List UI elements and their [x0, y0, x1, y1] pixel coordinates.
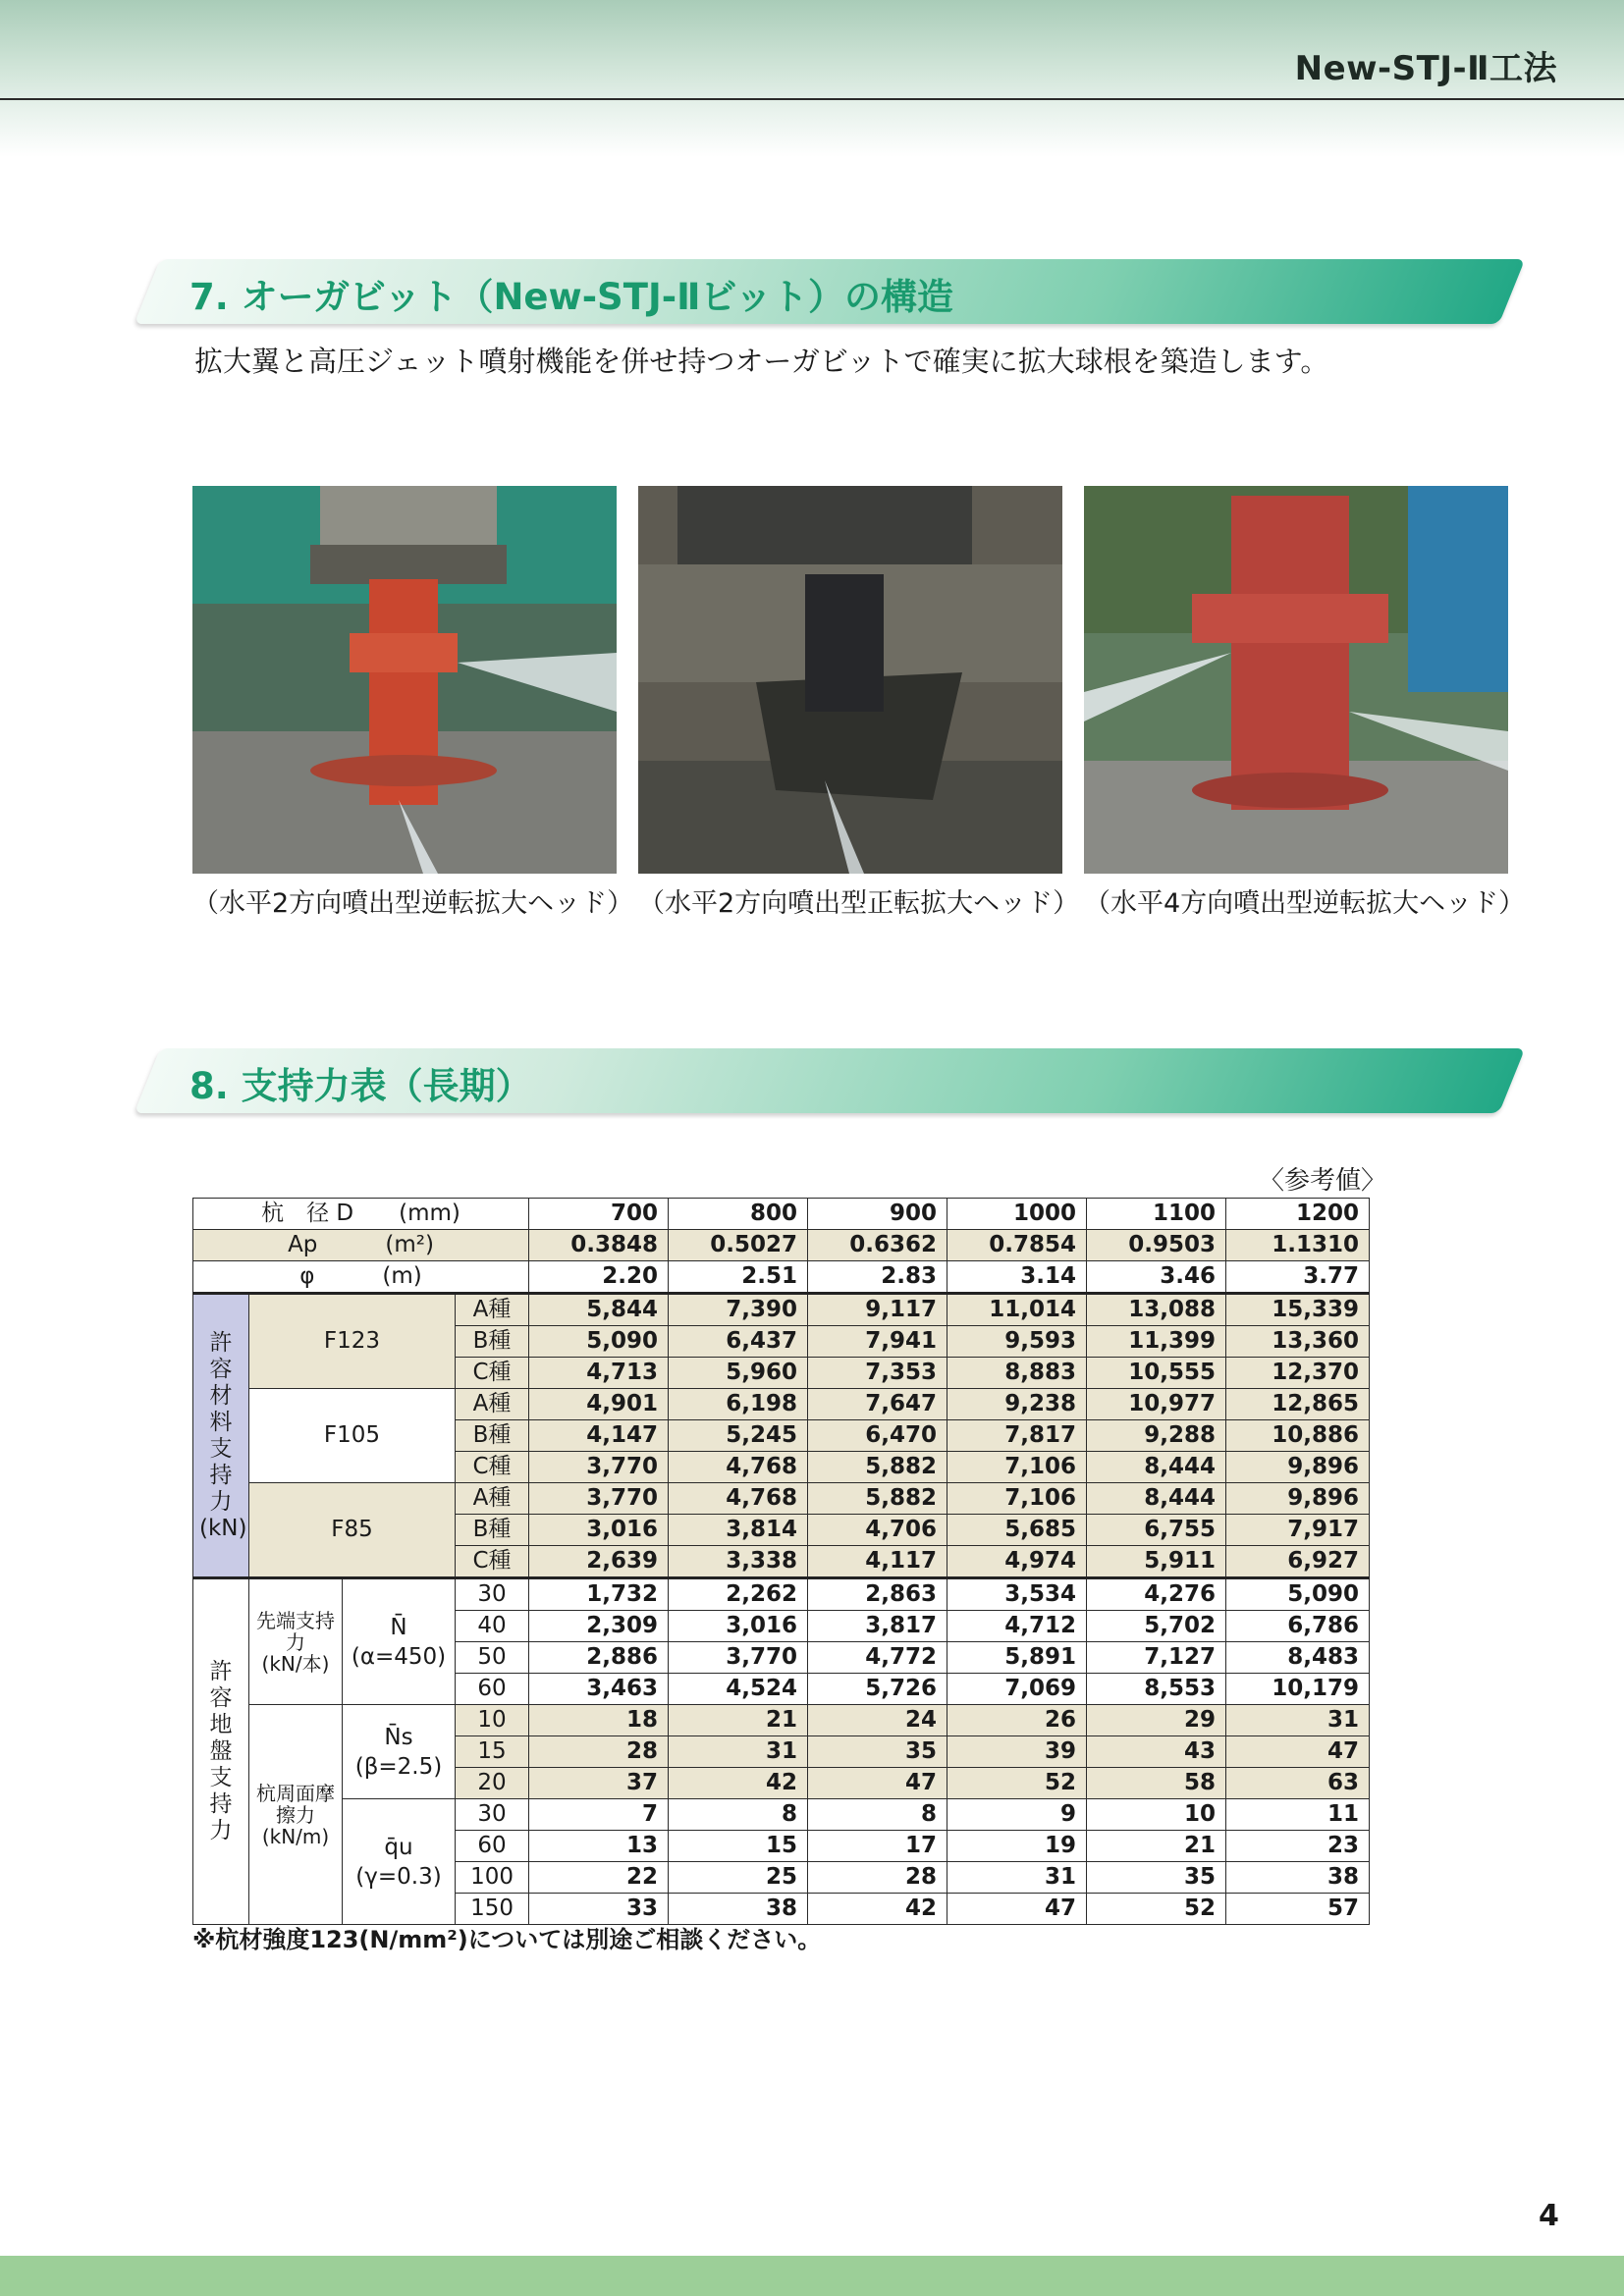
cell: 6,786	[1226, 1611, 1370, 1642]
cell: 1,732	[529, 1578, 669, 1611]
cell: 13,088	[1087, 1294, 1226, 1326]
cell: 17	[808, 1831, 947, 1862]
cell: 47	[808, 1768, 947, 1799]
cell: 4,147	[529, 1420, 669, 1452]
cell: 37	[529, 1768, 669, 1799]
cell: 11	[1226, 1799, 1370, 1831]
photo-3-caption: （水平4方向噴出型逆転拡大ヘッド）	[1084, 888, 1526, 919]
cell: 3,814	[669, 1515, 808, 1546]
cell: 35	[808, 1736, 947, 1768]
photo-1-illustration	[192, 486, 617, 874]
qu-label: q̄u	[384, 1834, 413, 1860]
cell: 9,288	[1087, 1420, 1226, 1452]
grade-f105: F105	[249, 1389, 456, 1483]
row-diameter	[193, 1199, 1370, 1230]
cell: 7,106	[947, 1483, 1087, 1515]
cell: 4,901	[529, 1389, 669, 1420]
cell: 4,768	[669, 1483, 808, 1515]
n-value: 50	[456, 1642, 529, 1674]
qu-label-cell	[343, 1799, 456, 1925]
cell: 10	[1087, 1799, 1226, 1831]
n-value: 60	[456, 1674, 529, 1705]
cell: 4,768	[669, 1452, 808, 1483]
qu-value: 100	[456, 1862, 529, 1894]
tip-unit-text: (kN/本)	[261, 1651, 330, 1676]
cell: 3.77	[1226, 1261, 1370, 1294]
grade-c: C種	[456, 1358, 529, 1389]
cell: 1.1310	[1226, 1230, 1370, 1261]
cell: 2,309	[529, 1611, 669, 1642]
cell: 9,593	[947, 1326, 1087, 1358]
brand-title: New-STJ-Ⅱ工法	[1294, 49, 1557, 88]
cell: 38	[1226, 1862, 1370, 1894]
n-alpha: (α=450)	[351, 1643, 447, 1670]
ns-value: 10	[456, 1705, 529, 1736]
bearing-capacity-table	[192, 1198, 1369, 1921]
n-value: 30	[456, 1578, 529, 1611]
footer-band	[0, 2256, 1624, 2296]
friction-label	[249, 1705, 343, 1925]
cell: 2.51	[669, 1261, 808, 1294]
photo-1-caption: （水平2方向噴出型逆転拡大ヘッド）	[192, 888, 634, 919]
cell: 4,713	[529, 1358, 669, 1389]
cell: 6,470	[808, 1420, 947, 1452]
cell: 4,974	[947, 1546, 1087, 1578]
row-f105-a	[193, 1389, 1370, 1420]
cell: 7,106	[947, 1452, 1087, 1483]
cell: 3,016	[669, 1611, 808, 1642]
photo-2-caption: （水平2方向噴出型正転拡大ヘッド）	[638, 888, 1080, 919]
cell: 42	[808, 1894, 947, 1925]
cell: 58	[1087, 1768, 1226, 1799]
cell: 8,444	[1087, 1452, 1226, 1483]
cell: 8,444	[1087, 1483, 1226, 1515]
cell: 3.46	[1087, 1261, 1226, 1294]
cell: 3,463	[529, 1674, 669, 1705]
cell: 63	[1226, 1768, 1370, 1799]
grade-a: A種	[456, 1294, 529, 1326]
cell: 2,886	[529, 1642, 669, 1674]
grade-b: B種	[456, 1326, 529, 1358]
cell: 2.83	[808, 1261, 947, 1294]
row-f85-a	[193, 1483, 1370, 1515]
cell: 7,353	[808, 1358, 947, 1389]
row-ap	[193, 1230, 1370, 1261]
phi-label: φ (m)	[193, 1261, 529, 1294]
grade-c: C種	[456, 1452, 529, 1483]
section-7-lead: 拡大翼と高圧ジェット噴射機能を併せ持つオーガビットで確実に拡大球根を築造します。	[194, 345, 1329, 378]
photo-2-illustration	[638, 486, 1062, 874]
cell: 42	[669, 1768, 808, 1799]
cell: 0.7854	[947, 1230, 1087, 1261]
friction-unit-text: (kN/m)	[261, 1824, 330, 1848]
qu-gamma: (γ=0.3)	[355, 1863, 442, 1890]
cell: 7,647	[808, 1389, 947, 1420]
row-ns-10	[193, 1705, 1370, 1736]
cell: 5,882	[808, 1483, 947, 1515]
cell: 29	[1087, 1705, 1226, 1736]
ns-beta: (β=2.5)	[354, 1753, 443, 1780]
cell: 5,882	[808, 1452, 947, 1483]
cell: 4,772	[808, 1642, 947, 1674]
cell: 4,712	[947, 1611, 1087, 1642]
ns-label: N̄s	[384, 1724, 413, 1750]
reference-note: 〈参考値〉	[1259, 1166, 1387, 1196]
cell: 31	[669, 1736, 808, 1768]
cell: 24	[808, 1705, 947, 1736]
cell: 6,755	[1087, 1515, 1226, 1546]
header-rule	[0, 98, 1624, 100]
cell: 47	[947, 1894, 1087, 1925]
grade-f85: F85	[249, 1483, 456, 1578]
cell: 21	[1087, 1831, 1226, 1862]
cell: 4,117	[808, 1546, 947, 1578]
cell: 9,896	[1226, 1452, 1370, 1483]
cell: 3,770	[529, 1483, 669, 1515]
cell: 21	[669, 1705, 808, 1736]
tip-bearing-label	[249, 1578, 343, 1705]
cell: 6,437	[669, 1326, 808, 1358]
row-f123-a	[193, 1294, 1370, 1326]
grade-c: C種	[456, 1546, 529, 1578]
cell: 15,339	[1226, 1294, 1370, 1326]
cell: 8,483	[1226, 1642, 1370, 1674]
grade-b: B種	[456, 1420, 529, 1452]
cell: 10,179	[1226, 1674, 1370, 1705]
cell: 23	[1226, 1831, 1370, 1862]
cell: 4,706	[808, 1515, 947, 1546]
cell: 9	[947, 1799, 1087, 1831]
cell: 39	[947, 1736, 1087, 1768]
cell: 8	[669, 1799, 808, 1831]
cell: 5,245	[669, 1420, 808, 1452]
cell: 8,883	[947, 1358, 1087, 1389]
cell: 3,817	[808, 1611, 947, 1642]
cell: 700	[529, 1199, 669, 1230]
section-7-title: 7. オーガビット（New-STJ-Ⅱビット）の構造	[189, 276, 953, 318]
cell: 1000	[947, 1199, 1087, 1230]
cell: 47	[1226, 1736, 1370, 1768]
qu-value: 60	[456, 1831, 529, 1862]
material-capacity-label: 許容材料支持力(kN)	[193, 1294, 249, 1578]
qu-value: 30	[456, 1799, 529, 1831]
cell: 3.14	[947, 1261, 1087, 1294]
cell: 7,127	[1087, 1642, 1226, 1674]
photo-auger-head-3	[1084, 486, 1508, 874]
cell: 15	[669, 1831, 808, 1862]
cell: 9,896	[1226, 1483, 1370, 1515]
cell: 3,534	[947, 1578, 1087, 1611]
cell: 28	[808, 1862, 947, 1894]
cell: 2.20	[529, 1261, 669, 1294]
cell: 10,977	[1087, 1389, 1226, 1420]
cell: 5,891	[947, 1642, 1087, 1674]
cell: 2,639	[529, 1546, 669, 1578]
cell: 10,886	[1226, 1420, 1370, 1452]
cell: 22	[529, 1862, 669, 1894]
friction-label-text: 杭周面摩擦力	[256, 1781, 335, 1827]
cell: 900	[808, 1199, 947, 1230]
cell: 35	[1087, 1862, 1226, 1894]
cell: 6,927	[1226, 1546, 1370, 1578]
cell: 8	[808, 1799, 947, 1831]
cell: 2,262	[669, 1578, 808, 1611]
cell: 52	[1087, 1894, 1226, 1925]
photo-3-illustration	[1084, 486, 1508, 874]
cell: 11,399	[1087, 1326, 1226, 1358]
cell: 4,276	[1087, 1578, 1226, 1611]
page-number: 4	[1539, 2199, 1559, 2233]
cell: 18	[529, 1705, 669, 1736]
cell: 5,685	[947, 1515, 1087, 1546]
cell: 0.9503	[1087, 1230, 1226, 1261]
qu-value: 150	[456, 1894, 529, 1925]
cell: 7,069	[947, 1674, 1087, 1705]
cell: 1100	[1087, 1199, 1226, 1230]
cell: 2,863	[808, 1578, 947, 1611]
n-label-cell	[343, 1578, 456, 1705]
cell: 5,911	[1087, 1546, 1226, 1578]
grade-b: B種	[456, 1515, 529, 1546]
grade-f123: F123	[249, 1294, 456, 1389]
cell: 6,198	[669, 1389, 808, 1420]
row-phi	[193, 1261, 1370, 1294]
grade-a: A種	[456, 1389, 529, 1420]
cell: 12,865	[1226, 1389, 1370, 1420]
table-footnote: ※杭材強度123(N/mm²)については別途ご相談ください。	[192, 1926, 822, 1953]
cell: 0.6362	[808, 1230, 947, 1261]
n-label: N̄	[390, 1614, 407, 1640]
cell: 8,553	[1087, 1674, 1226, 1705]
cell: 7	[529, 1799, 669, 1831]
cell: 11,014	[947, 1294, 1087, 1326]
cell: 26	[947, 1705, 1087, 1736]
cell: 9,238	[947, 1389, 1087, 1420]
cell: 25	[669, 1862, 808, 1894]
cell: 13	[529, 1831, 669, 1862]
cell: 800	[669, 1199, 808, 1230]
cell: 28	[529, 1736, 669, 1768]
cell: 31	[947, 1862, 1087, 1894]
cell: 33	[529, 1894, 669, 1925]
row-qu-30	[193, 1799, 1370, 1831]
cell: 7,390	[669, 1294, 808, 1326]
cell: 0.3848	[529, 1230, 669, 1261]
cell: 5,844	[529, 1294, 669, 1326]
cell: 9,117	[808, 1294, 947, 1326]
section-8-title: 8. 支持力表（長期）	[189, 1065, 532, 1107]
cell: 7,817	[947, 1420, 1087, 1452]
photo-auger-head-1	[192, 486, 617, 874]
ns-value: 20	[456, 1768, 529, 1799]
diameter-label: 杭 径 D (mm)	[193, 1199, 529, 1230]
cell: 5,090	[1226, 1578, 1370, 1611]
cell: 43	[1087, 1736, 1226, 1768]
cell: 3,770	[529, 1452, 669, 1483]
cell: 3,770	[669, 1642, 808, 1674]
cell: 57	[1226, 1894, 1370, 1925]
ns-label-cell	[343, 1705, 456, 1799]
cell: 5,090	[529, 1326, 669, 1358]
cell: 5,726	[808, 1674, 947, 1705]
cell: 4,524	[669, 1674, 808, 1705]
cell: 13,360	[1226, 1326, 1370, 1358]
tip-label-text: 先端支持力	[256, 1608, 335, 1654]
cell: 3,338	[669, 1546, 808, 1578]
cell: 5,702	[1087, 1611, 1226, 1642]
cell: 3,016	[529, 1515, 669, 1546]
ground-capacity-label: 許容地盤支持力	[193, 1578, 249, 1925]
cell: 31	[1226, 1705, 1370, 1736]
cell: 19	[947, 1831, 1087, 1862]
cell: 5,960	[669, 1358, 808, 1389]
cell: 12,370	[1226, 1358, 1370, 1389]
row-tip-30	[193, 1578, 1370, 1611]
cell: 38	[669, 1894, 808, 1925]
cell: 1200	[1226, 1199, 1370, 1230]
cell: 7,917	[1226, 1515, 1370, 1546]
cell: 7,941	[808, 1326, 947, 1358]
cell: 10,555	[1087, 1358, 1226, 1389]
grade-a: A種	[456, 1483, 529, 1515]
cell: 52	[947, 1768, 1087, 1799]
n-value: 40	[456, 1611, 529, 1642]
ns-value: 15	[456, 1736, 529, 1768]
cell: 0.5027	[669, 1230, 808, 1261]
photo-auger-head-2	[638, 486, 1062, 874]
ap-label: Ap (m²)	[193, 1230, 529, 1261]
